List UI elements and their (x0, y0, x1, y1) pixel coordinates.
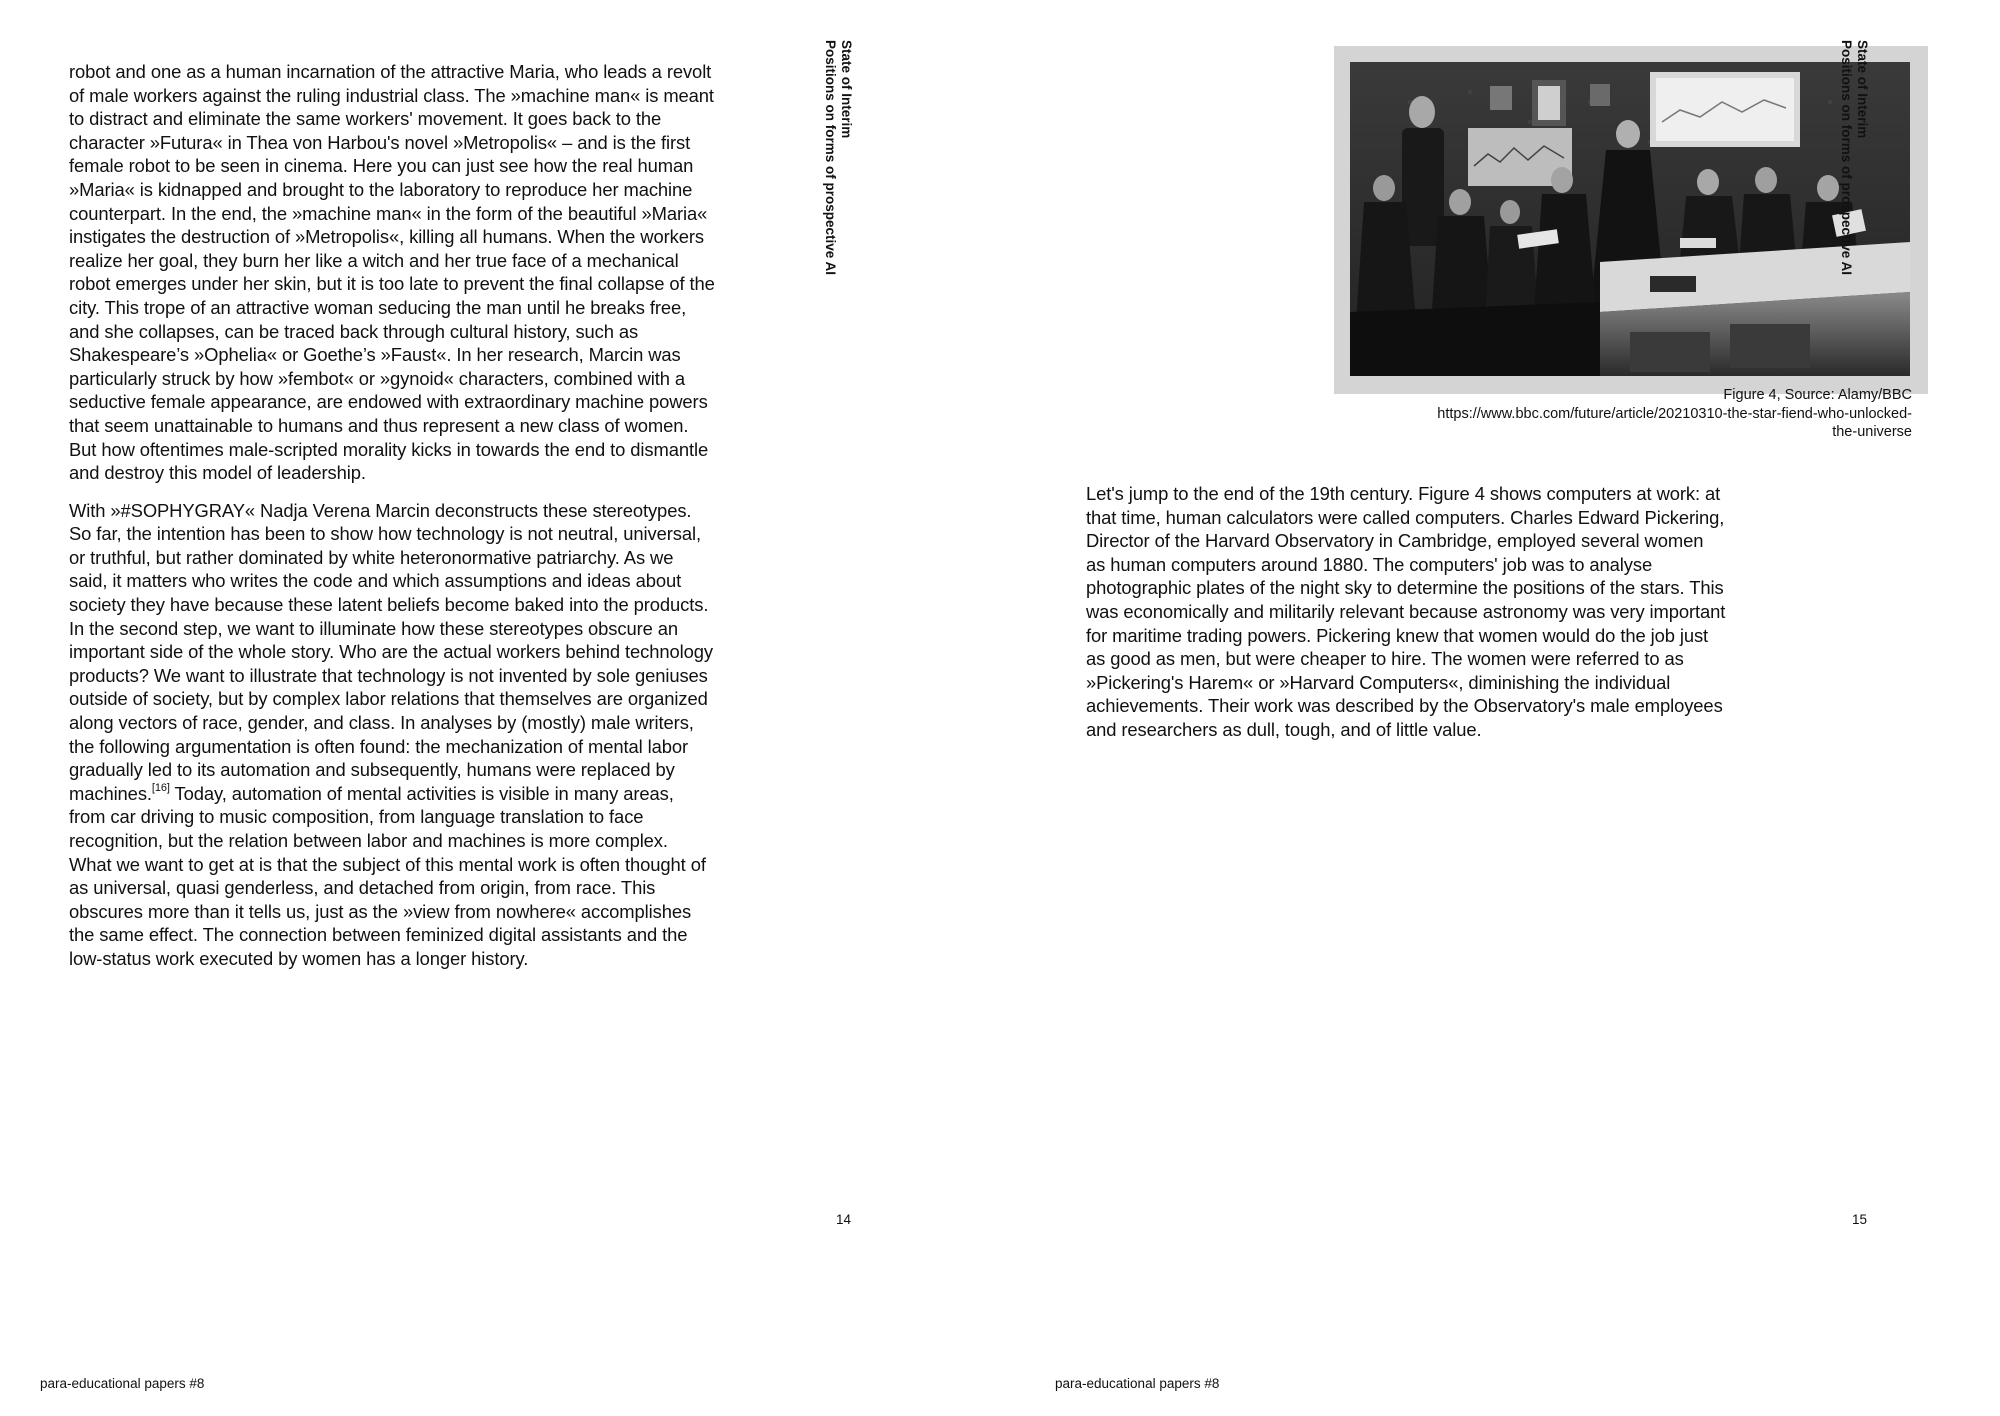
footnote-marker-16[interactable]: [16] (151, 781, 170, 794)
caption-url-continued[interactable]: the-universe (1832, 424, 1912, 440)
right-body-text (1086, 482, 1726, 756)
paragraph-sophygray-start: With »#SOPHYGRAY« Nadja Verena Marcin deconstructs these stereotypes. So far, the intention has been to show how technology is not neutral, universal, or truthful, but rather dominated by white heteronormative patriarchy. As we said, it matters who writes the code and which assumptions and ideas about society they have because these latent beliefs become baked into the products. In the second step, we want to illuminate how these stereotypes obscure an important side of the whole story. Who are the actual workers behind technology products? We want to illustrate that technology is not invented by sole geniuses outside of society, but by complex labor relations that themselves are organized along vectors of race, gender, and class. In analyses by (mostly) male writers, the following argumentation is often found: the mechanization of mental labor gradually led to its automation and subsequently, humans were replaced by machines. (69, 499, 713, 804)
harvard-computers-photo (1350, 62, 1910, 376)
footer-left: para-educational papers #8 (40, 1376, 205, 1391)
paragraph-harvard-computers: Let's jump to the end of the 19th century. Figure 4 shows computers at work: at that time, human calculators were called computers. Charles Edward Pickering, Director of the Harvard Observatory in Cambridge, employed several women as human computers around 1880. The computers' job was to analyse photographic plates of the night sky to determine the positions of the stars. This was economically and militarily relevant because astronomy was very important for maritime trading powers. Pickering knew that women would do the job just as good as men, but were cheaper to hire. The women were referred to as »Pickering's Harem« or »Harvard Computers«, diminishing the individual achievements. Their work was described by the Observatory's male employees and researchers as dull, tough, and of little value. (1086, 483, 1726, 740)
page-number-left: 14 (836, 1212, 852, 1227)
footer-right: para-educational papers #8 (1055, 1376, 1220, 1391)
paragraph-sophygray-end: Today, automation of mental activities is visible in many areas, from car driving to music composition, from language translation to face recognition, but the relation between labor and machines is more complex. What we want to get at is that the subject of this mental work is often thought of as universal, quasi genderless, and detached from origin, from race. This obscures more than it tells us, just as the »view from nowhere« accomplishes the same effect. The connection between feminized digital assistants and the low-status work executed by women has a longer history. (69, 782, 706, 969)
right-page (1000, 0, 2000, 1416)
running-head-title: State of Interim (1855, 40, 1870, 139)
caption-source: Figure 4, Source: Alamy/BBC (1723, 387, 1912, 403)
figure-4-caption (1312, 386, 1912, 442)
running-head-right (1838, 40, 1870, 275)
page-number-right: 15 (1852, 1212, 1868, 1227)
caption-url[interactable]: https://www.bbc.com/future/article/20210310-the-star-fiend-who-unlocked- (1437, 405, 1912, 422)
running-head-title: State of Interim (839, 40, 854, 139)
paragraph-sophygray (69, 499, 715, 971)
figure-4-photo (1350, 62, 1910, 376)
paragraph-metropolis: robot and one as a human incarnation of the attractive Maria, who leads a revolt of male workers against the ruling industrial class. The »machine man« is meant to distract and eliminate the same workers' movement. It goes back to the character »Futura« in Thea von Harbou's novel »Metropolis« – and is the first female robot to be seen in cinema. Here you can just see how the real human »Maria« is kidnapped and brought to the laboratory to reproduce her machine counterpart. In the end, the »machine man« in the form of the beautiful »Maria« instigates the destruction of »Metropolis«, killing all humans. When the workers realize her goal, they burn her like a witch and her true face of a mechanical robot emerges under her skin, but it is too late to prevent the final collapse of the city. This trope of an attractive woman seducing the man until he breaks free, and she collapses, can be traced back through cultural history, such as Shakespeare’s »Ophelia« or Goethe’s »Faust«. In her research, Marcin was particularly struck by how »fembot« or »gynoid« characters, combined with a seductive female appearance, are endowed with extraordinary machine powers that seem unattainable to humans and thus represent a new class of women. But how oftentimes male-scripted morality kicks in towards the end to dismantle and destroy this model of leadership. (69, 61, 715, 484)
running-head-subtitle: Positions on forms of prospective AI (1839, 40, 1854, 276)
running-head-left (822, 40, 854, 275)
left-body-text (69, 60, 715, 985)
running-head-subtitle: Positions on forms of prospective AI (823, 40, 838, 276)
